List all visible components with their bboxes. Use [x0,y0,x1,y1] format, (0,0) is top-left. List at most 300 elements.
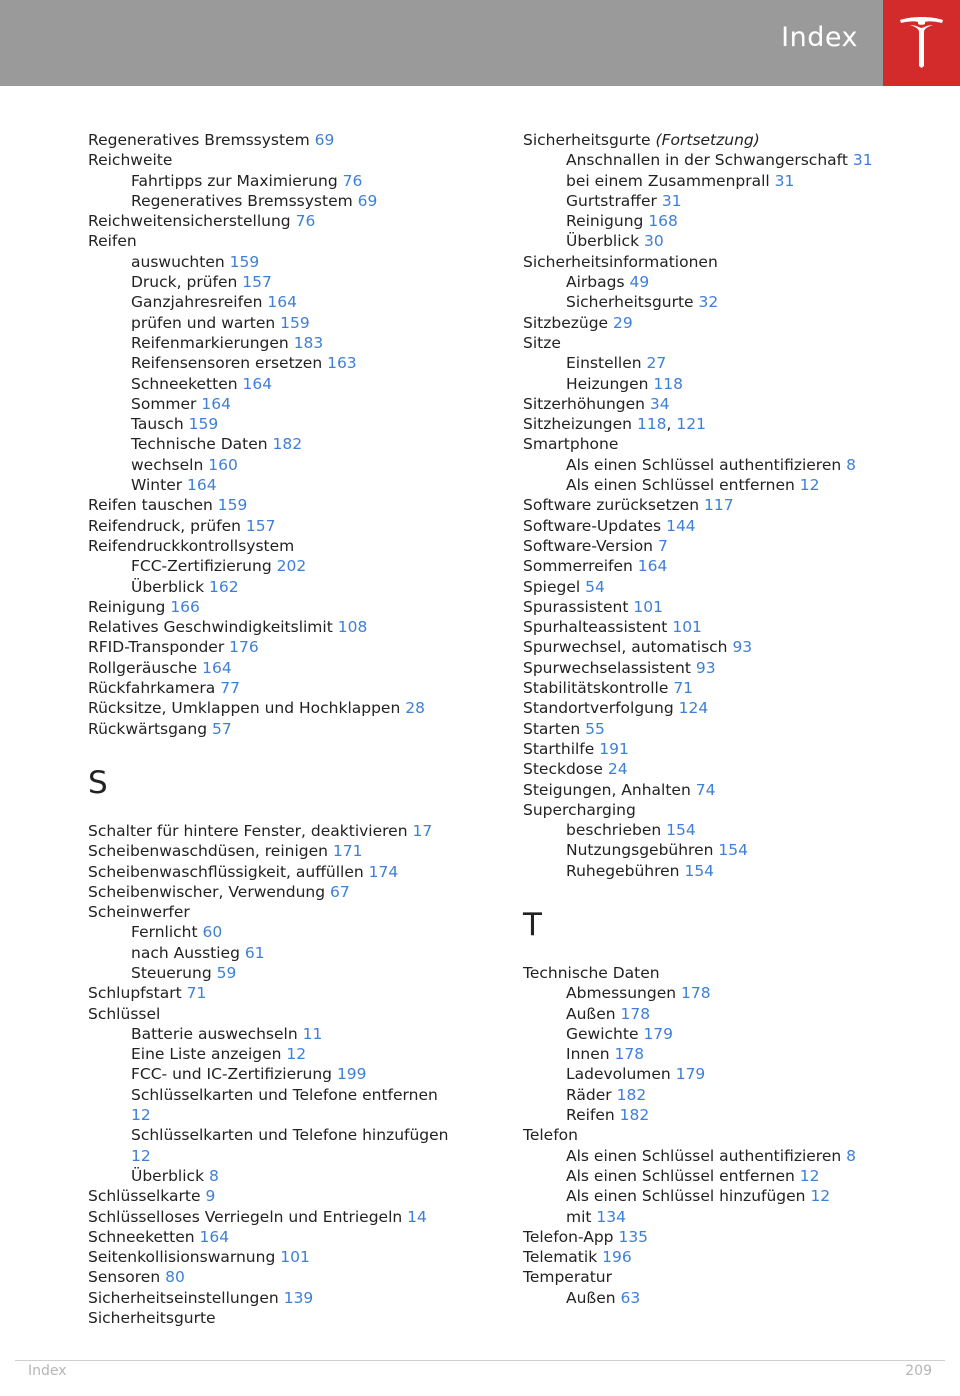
page-link[interactable]: 157 [242,273,272,292]
page-link[interactable]: 202 [276,557,307,576]
index-subentry [88,556,488,576]
page-link[interactable]: 12 [799,1166,820,1185]
page-link[interactable]: 17 [412,821,433,840]
index-entry [88,983,488,1003]
index-term: Abmessungen [566,984,677,1003]
index-term: Sommerreifen [523,557,633,576]
index-entry [88,130,488,150]
index-term: bei einem Zusammenprall [566,171,770,190]
index-subentry [88,577,488,597]
page-link[interactable]: 8 [846,455,857,474]
index-entry [88,902,488,922]
index-term: Rückwärtsgang [88,719,208,738]
index-term: Überblick [131,577,205,596]
page-link[interactable]: 27 [646,354,667,373]
index-term: Scheibenwischer, Verwendung [88,882,326,901]
index-entry [88,516,488,536]
page-link[interactable]: 29 [613,313,633,332]
index-term: Spurhalteassistent [523,618,668,637]
page-link[interactable]: 196 [602,1248,632,1267]
page-link[interactable]: 71 [673,679,694,698]
index-subentry [88,191,488,211]
page-link[interactable]: 164 [637,557,668,576]
index-subentry [523,374,923,394]
index-term: Seitenkollisionswarnung [88,1248,276,1267]
index-entry [523,658,923,678]
index-term: Sitze [523,333,561,352]
index-subentry [88,1146,488,1166]
page-link[interactable]: 159 [229,252,260,271]
index-term: FCC-Zertifizierung [131,557,272,576]
page-link[interactable]: 61 [244,943,265,962]
index-subentry [88,943,488,963]
page-link[interactable]: 199 [336,1065,367,1084]
index-subentry [88,434,488,454]
index-entry [523,556,923,576]
index-entry [88,231,488,251]
index-term: Fahrtipps zur Maximierung [131,171,338,190]
index-entry [523,1267,923,1287]
index-term: Schlüsselkarten und Telefone hinzufügen [131,1126,449,1145]
page-link[interactable]: 55 [585,719,605,738]
page-link[interactable]: 74 [695,780,716,799]
index-subentry [88,292,488,312]
index-entry [88,637,488,657]
index-subentry [523,1105,923,1125]
index-subentry [523,1064,923,1084]
page-link[interactable]: 32 [698,293,719,312]
page-link[interactable]: 49 [629,273,650,292]
index-entry [88,841,488,861]
index-entry [88,862,488,882]
continued-note: (Fortsetzung) [655,131,760,149]
page-link[interactable]: 121 [676,415,706,434]
page-link[interactable]: 69 [314,131,335,149]
page-link[interactable]: 31 [852,151,873,170]
index-term: Als einen Schlüssel hinzufügen [566,1187,806,1206]
page-link[interactable]: 60 [202,923,223,942]
index-entry [523,597,923,617]
index-subentry [523,1207,923,1227]
page-link[interactable]: 154 [684,861,715,880]
page-link[interactable]: 57 [212,719,232,738]
index-term: Scheibenwaschflüssigkeit, auffüllen [88,862,364,881]
page-link[interactable]: 59 [216,963,237,982]
index-term: Spiegel [523,577,581,596]
index-entry [523,434,923,454]
index-term: Software-Updates [523,516,662,535]
index-term: wechseln [131,455,204,474]
page-link[interactable]: 178 [620,1004,651,1023]
page-link[interactable]: 168 [648,212,678,231]
index-term: Tausch [131,415,184,434]
page-link[interactable]: 118 [653,374,684,393]
index-entry [88,678,488,698]
page-link[interactable]: 54 [585,577,605,596]
index-term: Schalter für hintere Fenster, deaktivieren [88,821,408,840]
index-term: Schlüsselkarten und Telefone entfernen [131,1085,438,1104]
index-term: Technische Daten [523,963,660,982]
index-term: Steigungen, Anhalten [523,780,691,799]
index-entry [88,536,488,556]
index-subentry [523,475,923,495]
page-link[interactable]: 71 [186,984,207,1003]
index-term: Spurwechselassistent [523,658,691,677]
index-term: beschrieben [566,821,662,840]
index-entry [88,1227,488,1247]
page-link[interactable]: 159 [188,415,219,434]
index-term: Ladevolumen [566,1065,671,1084]
footer-page-number: 209 [905,1363,932,1379]
index-subentry [523,211,923,231]
index-term: Als einen Schlüssel authentifizieren [566,1146,842,1165]
index-entry [523,1247,923,1267]
index-entry [88,719,488,739]
page-link[interactable]: 76 [342,171,363,190]
page-link[interactable]: 183 [293,333,324,352]
index-term: Schlüsselloses Verriegeln und Entriegeln [88,1207,403,1226]
index-term: Reifendruck, prüfen [88,516,241,535]
index-term: Reinigung [88,597,166,616]
section-letter: T [523,906,542,943]
page-link[interactable]: 163 [327,354,357,373]
index-term: Starten [523,719,581,738]
page-link[interactable]: 9 [205,1187,216,1206]
index-term: Regeneratives Bremssystem [88,131,310,149]
page-link[interactable]: 154 [666,821,696,840]
index-entry [88,211,488,231]
index-term: Scheinwerfer [88,903,190,922]
index-entry [523,719,923,739]
index-term: Temperatur [523,1268,612,1287]
page-link[interactable]: 28 [405,699,425,718]
index-term: Rollgeräusche [88,658,198,677]
index-term: Steckdose [523,760,603,779]
index-entry [523,536,923,556]
index-entry [88,1207,488,1227]
page-link[interactable]: 80 [165,1268,185,1287]
index-entry: Sitzheizungen 118, 121 [523,415,706,434]
index-subentry [523,191,923,211]
index-subentry [88,1044,488,1064]
index-subentry [88,171,488,191]
footer-divider [15,1360,945,1361]
page-link[interactable]: 164 [267,293,297,312]
index-subentry [523,231,923,251]
page-link[interactable]: 164 [242,374,273,393]
index-entry [88,617,488,637]
page-link[interactable]: 134 [596,1207,627,1226]
page-link[interactable]: 154 [718,841,748,860]
index-term: Sicherheitsinformationen [523,252,718,271]
index-term: Reifenmarkierungen [131,333,289,352]
page-link[interactable]: 171 [332,842,363,861]
index-subentry [88,1125,488,1145]
index-subentry [88,394,488,414]
page-link[interactable]: 159 [217,496,248,515]
index-entry [523,800,923,820]
index-term: Sicherheitsgurte [88,1309,216,1328]
index-entry [523,252,923,272]
page-link[interactable]: 162 [208,577,239,596]
page-link[interactable]: 179 [643,1024,674,1043]
index-term: Schlüssel [88,1004,161,1023]
page-header [0,0,960,86]
index-entry [523,963,923,983]
page-link[interactable]: 8 [846,1146,857,1165]
index-column-left [88,130,488,1328]
index-term: Nutzungsgebühren [566,841,714,860]
index-term: Schneeketten [131,374,238,393]
page-link[interactable]: 14 [407,1207,427,1226]
index-subentry [88,1064,488,1084]
index-term: Ruhegebühren [566,861,680,880]
index-subentry [88,1085,488,1105]
index-entry [88,698,488,718]
index-subentry [88,313,488,333]
index-subentry [523,292,923,312]
page-link[interactable]: 124 [678,699,709,718]
index-term: Reifen [88,232,137,251]
page-link[interactable]: 139 [283,1288,314,1307]
page-link[interactable]: 7 [657,536,668,555]
index-subentry [523,1085,923,1105]
index-term: Reifen [566,1106,615,1125]
index-term: Schlüsselkarte [88,1187,201,1206]
footer-label: Index [28,1363,67,1379]
page-title: Index [781,22,858,53]
index-term: RFID-Transponder [88,638,225,657]
index-subentry [88,353,488,373]
page-link[interactable]: 93 [732,638,753,657]
index-entry [88,1267,488,1287]
index-term: FCC- und IC-Zertifizierung [131,1065,332,1084]
page-link[interactable]: 69 [357,191,378,210]
index-entry [88,597,488,617]
index-term: Telefon [523,1126,578,1145]
index-term: Fernlicht [131,923,198,942]
page-link[interactable]: 164 [201,394,231,413]
page-link[interactable]: 67 [330,882,350,901]
index-entry [523,739,923,759]
section-letter: S [88,764,108,801]
index-term: Als einen Schlüssel entfernen [566,1166,795,1185]
index-entry [88,1186,488,1206]
index-entry [523,1125,923,1145]
index-term: Sicherheitseinstellungen [88,1288,279,1307]
index-term: Sommer [131,394,197,413]
index-term: Software zurücksetzen [523,496,700,515]
index-term: Spurwechsel, automatisch [523,638,728,657]
index-subentry [523,840,923,860]
index-subentry [523,150,923,170]
page-link[interactable]: 30 [643,232,664,251]
index-subentry [88,272,488,292]
index-entry [88,1247,488,1267]
index-term: Airbags [566,273,625,292]
index-term: mit [566,1207,592,1226]
index-subentry [88,455,488,475]
page-link[interactable]: 101 [633,597,663,616]
index-term: Telefon-App [523,1227,614,1246]
page-link[interactable]: 144 [666,516,696,535]
index-subentry [88,922,488,942]
index-term: Sitzerhöhungen [523,394,645,413]
index-subentry [523,983,923,1003]
index-term: Innen [566,1045,610,1064]
index-subentry [88,963,488,983]
index-term: Standortverfolgung [523,699,674,718]
page-link[interactable]: 182 [272,435,303,454]
index-term: auswuchten [131,252,225,271]
index-subentry [523,1166,923,1186]
index-subentry [523,272,923,292]
index-subentry [88,1105,488,1125]
page-link[interactable]: 182 [616,1085,647,1104]
index-term: Reifen tauschen [88,496,213,515]
page-link[interactable]: 31 [774,171,795,190]
index-subentry [88,252,488,272]
page-link[interactable]: 118 [636,415,667,434]
index-entry [523,637,923,657]
index-subentry [523,171,923,191]
index-term: Außen [566,1004,616,1023]
index-term: Ganzjahresreifen [131,293,263,312]
index-entry [523,1227,923,1247]
page-link[interactable]: 31 [661,191,682,210]
index-subentry [88,1024,488,1044]
index-term: Überblick [131,1166,205,1185]
index-subentry [88,414,488,434]
page-link[interactable]: 77 [220,679,240,698]
index-term: Druck, prüfen [131,273,238,292]
index-subentry [523,820,923,840]
page-link[interactable]: 157 [245,516,276,535]
page-link[interactable]: 160 [208,455,238,474]
index-subentry [523,1024,923,1044]
page-link[interactable]: 164 [202,658,232,677]
index-term: nach Ausstieg [131,943,240,962]
tesla-logo [883,0,960,86]
index-term: Rückfahrkamera [88,679,216,698]
index-term: Technische Daten [131,435,268,454]
index-entry [88,1308,488,1328]
page-link[interactable]: 12 [286,1045,307,1064]
index-subentry [523,1004,923,1024]
index-entry [523,333,923,353]
index-term: Scheibenwaschdüsen, reinigen [88,842,328,861]
index-subentry [523,1146,923,1166]
page-link[interactable]: 12 [810,1187,831,1206]
index-entry [88,821,488,841]
index-entry [523,394,923,414]
index-term: Reifendruckkontrollsystem [88,536,295,555]
index-term: Sicherheitsgurte [566,293,694,312]
index-term: Reifensensoren ersetzen [131,354,323,373]
index-term: Sicherheitsgurte [523,131,651,149]
page-link[interactable]: 12 [131,1146,151,1165]
index-term: Sitzheizungen [523,415,633,434]
page-link[interactable]: 8 [208,1166,219,1185]
index-term: Stabilitätskontrolle [523,679,669,698]
page-link[interactable]: 164 [199,1227,230,1246]
index-term: Winter [131,476,183,495]
page-link[interactable]: 159 [280,313,310,332]
page-link[interactable]: 101 [280,1248,310,1267]
index-term: Reichweite [88,151,173,170]
page-link[interactable]: 108 [337,618,368,637]
page-link[interactable]: 178 [614,1045,645,1064]
index-entry [88,495,488,515]
page-link[interactable]: 166 [170,597,200,616]
index-subentry [523,455,923,475]
index-entry [88,150,488,170]
index-term: Rücksitze, Umklappen und Hochklappen [88,699,401,718]
index-term: Steuerung [131,963,212,982]
index-term: Supercharging [523,800,636,819]
index-subentry [523,861,923,881]
index-entry [88,1004,488,1024]
page-link[interactable]: 135 [618,1227,649,1246]
index-subentry [523,1186,923,1206]
page-link[interactable]: 12 [799,476,820,495]
index-subentry [523,1044,923,1064]
page-link[interactable]: 63 [620,1288,641,1307]
index-term: Sensoren [88,1268,161,1287]
index-entry [523,698,923,718]
index-entry [88,658,488,678]
index-entry [523,516,923,536]
index-term: Reichweitensicherstellung [88,212,291,231]
index-term: Überblick [566,232,640,251]
index-term: Batterie auswechseln [131,1024,298,1043]
index-entry [88,1288,488,1308]
page-link[interactable]: 11 [302,1024,323,1043]
page-link[interactable]: 178 [681,984,711,1003]
page-link[interactable]: 191 [599,739,629,758]
page-link[interactable]: 93 [695,658,716,677]
index-term: Schneeketten [88,1227,195,1246]
index-entry [523,617,923,637]
page-link[interactable]: 12 [131,1106,151,1125]
index-term: Starthilfe [523,739,595,758]
index-term: Gewichte [566,1024,639,1043]
index-term: Anschnallen in der Schwangerschaft [566,151,848,170]
index-term: Regeneratives Bremssystem [131,191,353,210]
index-term: Einstellen [566,354,642,373]
index-entry [523,780,923,800]
index-entry [523,313,923,333]
page-link[interactable]: 176 [229,638,259,657]
page-link[interactable]: 101 [672,618,702,637]
page-link[interactable]: 164 [187,476,217,495]
page-link[interactable]: 34 [649,394,670,413]
index-term: Relatives Geschwindigkeitslimit [88,618,333,637]
page-link[interactable]: 179 [675,1065,706,1084]
page-link[interactable]: 117 [704,496,734,515]
index-term: Schlupfstart [88,984,182,1003]
page-link[interactable]: 174 [368,862,399,881]
tesla-logo-icon [898,16,945,68]
index-entry [523,577,923,597]
page-link[interactable]: 24 [607,760,628,779]
index-entry [523,130,923,150]
page-link[interactable]: 182 [619,1106,650,1125]
index-term: Reinigung [566,212,644,231]
index-entry [88,882,488,902]
index-term: Sitzbezüge [523,313,609,332]
page-link[interactable]: 76 [295,212,316,231]
